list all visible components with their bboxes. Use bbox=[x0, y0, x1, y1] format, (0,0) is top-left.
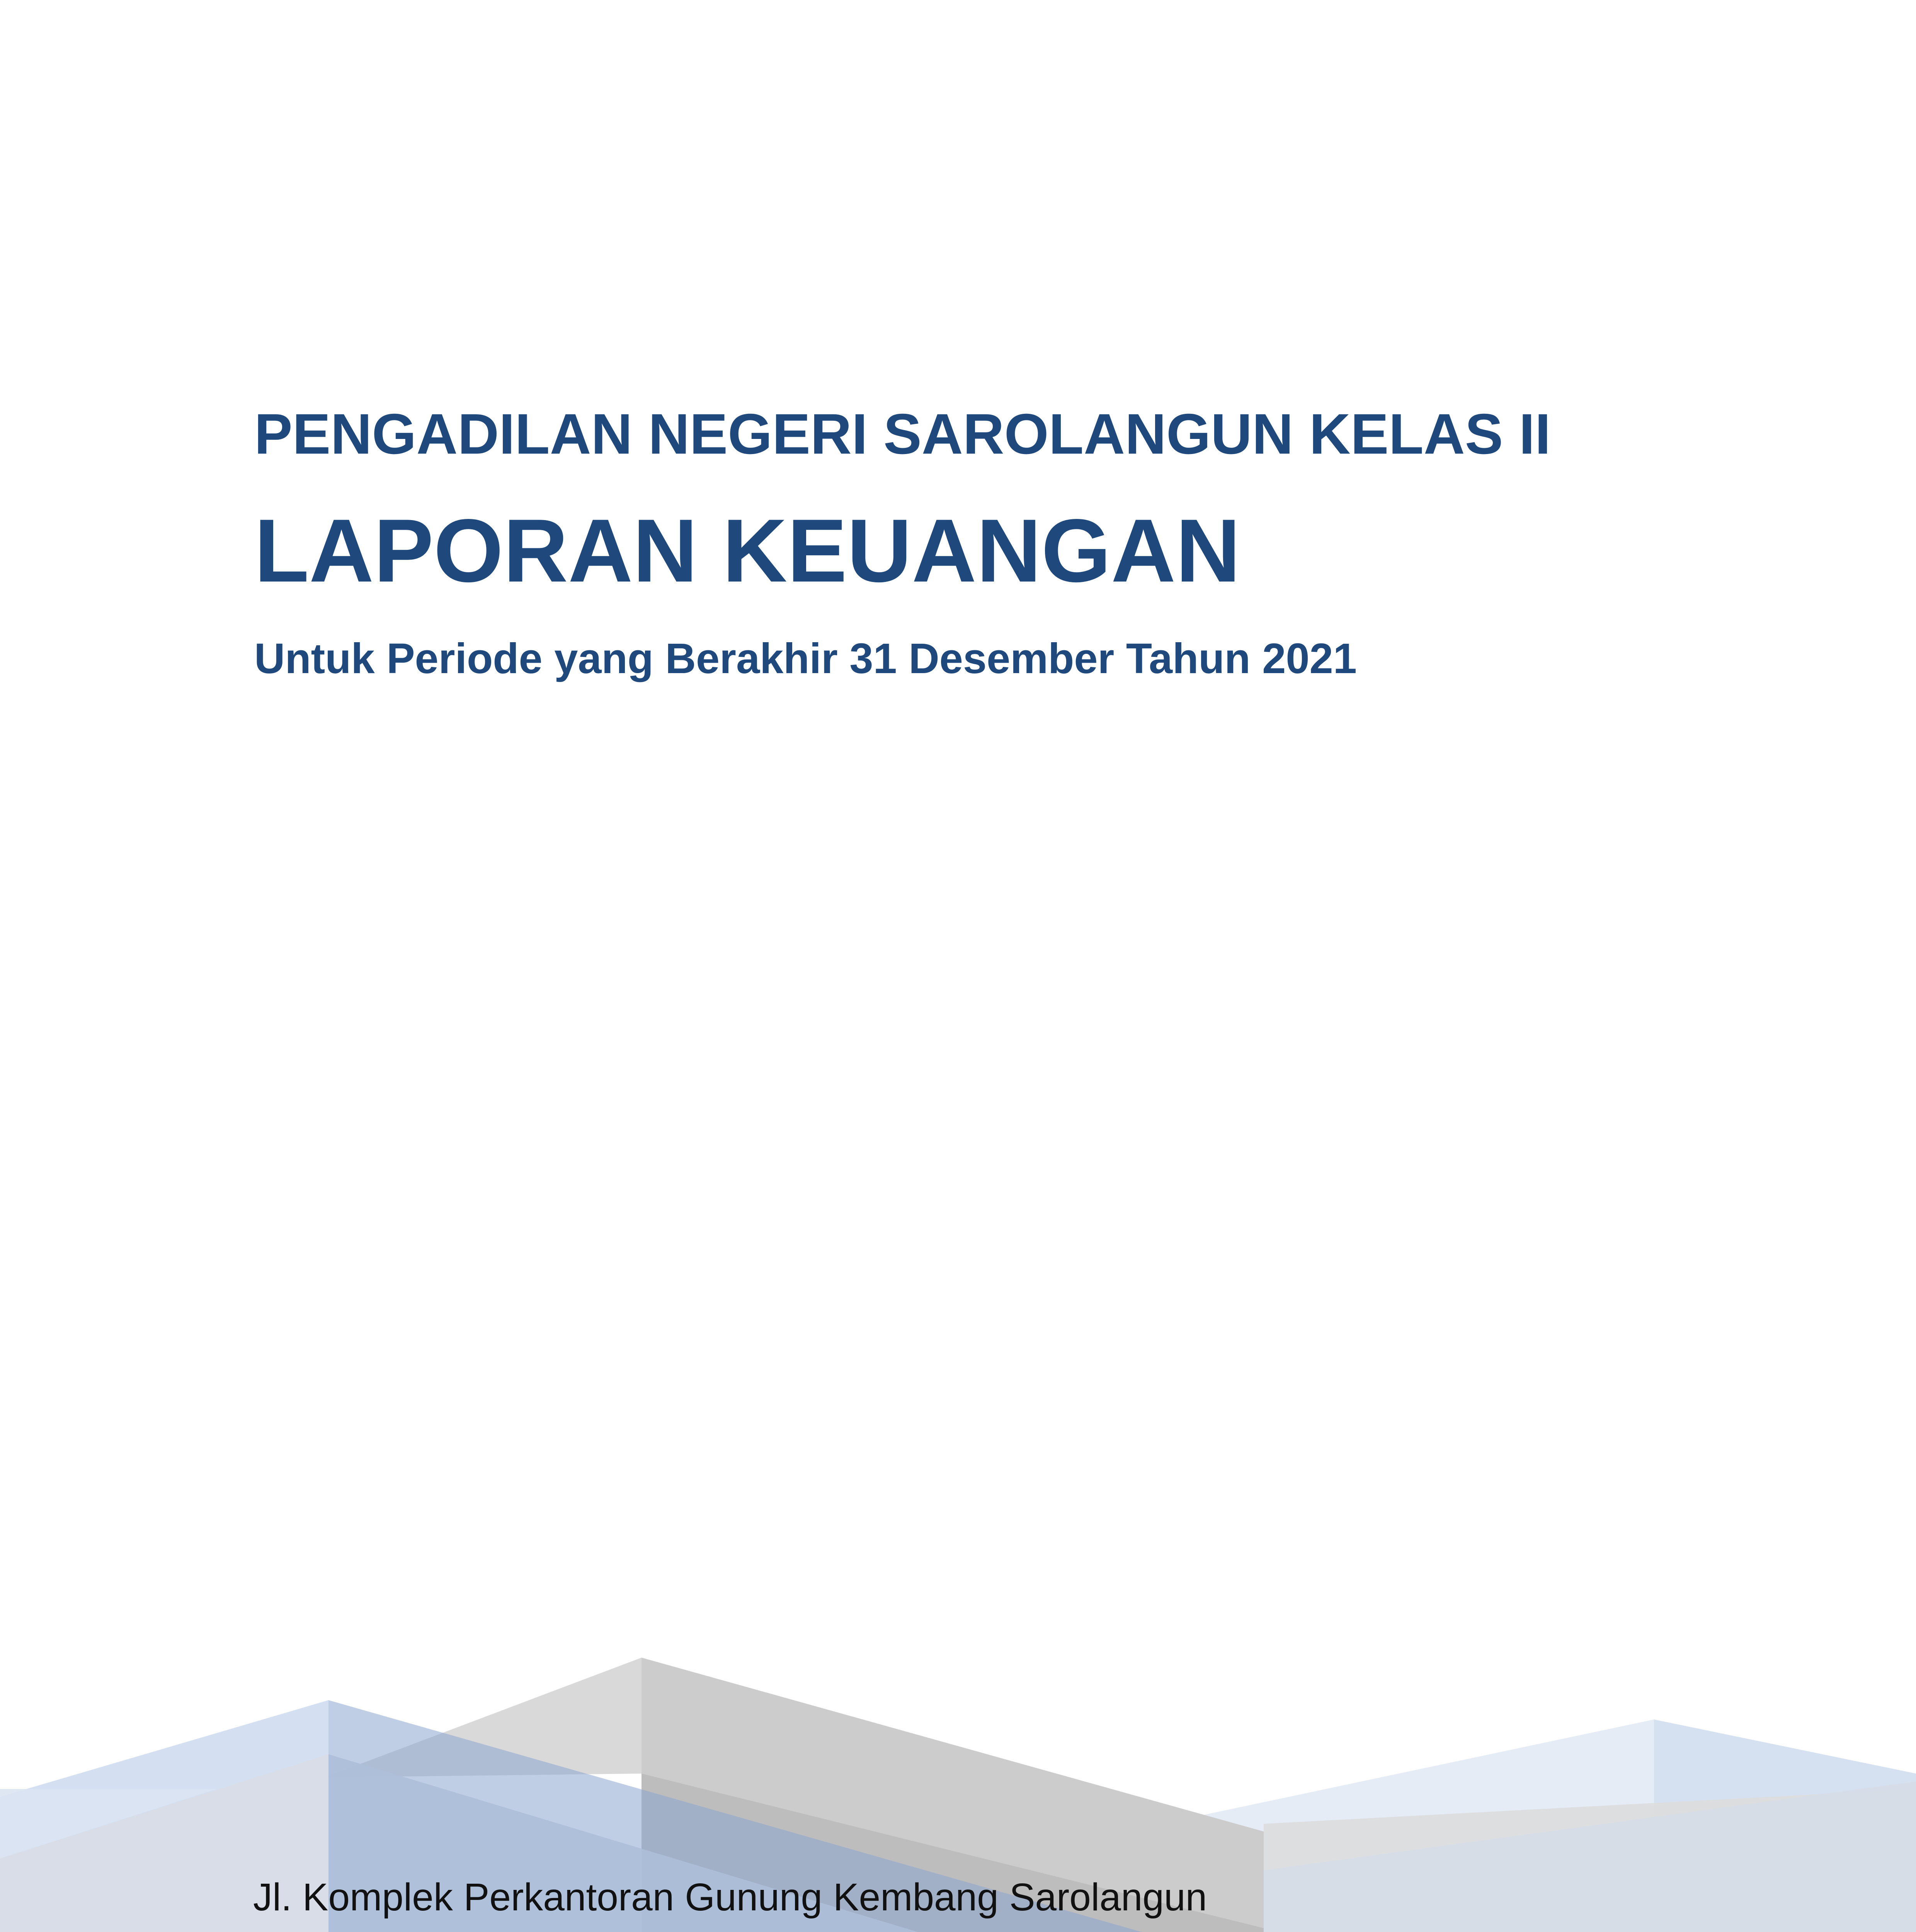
institution-name: PENGADILAN NEGERI SAROLANGUN KELAS II bbox=[254, 402, 1551, 466]
address-street: Jl. Komplek Perkantoran Gunung Kembang Sarolangun bbox=[253, 1876, 1207, 1919]
report-title: LAPORAN KEUANGAN bbox=[254, 501, 1240, 601]
report-period: Untuk Periode yang Berakhir 31 Desember Tahun 2021 bbox=[254, 635, 1357, 682]
